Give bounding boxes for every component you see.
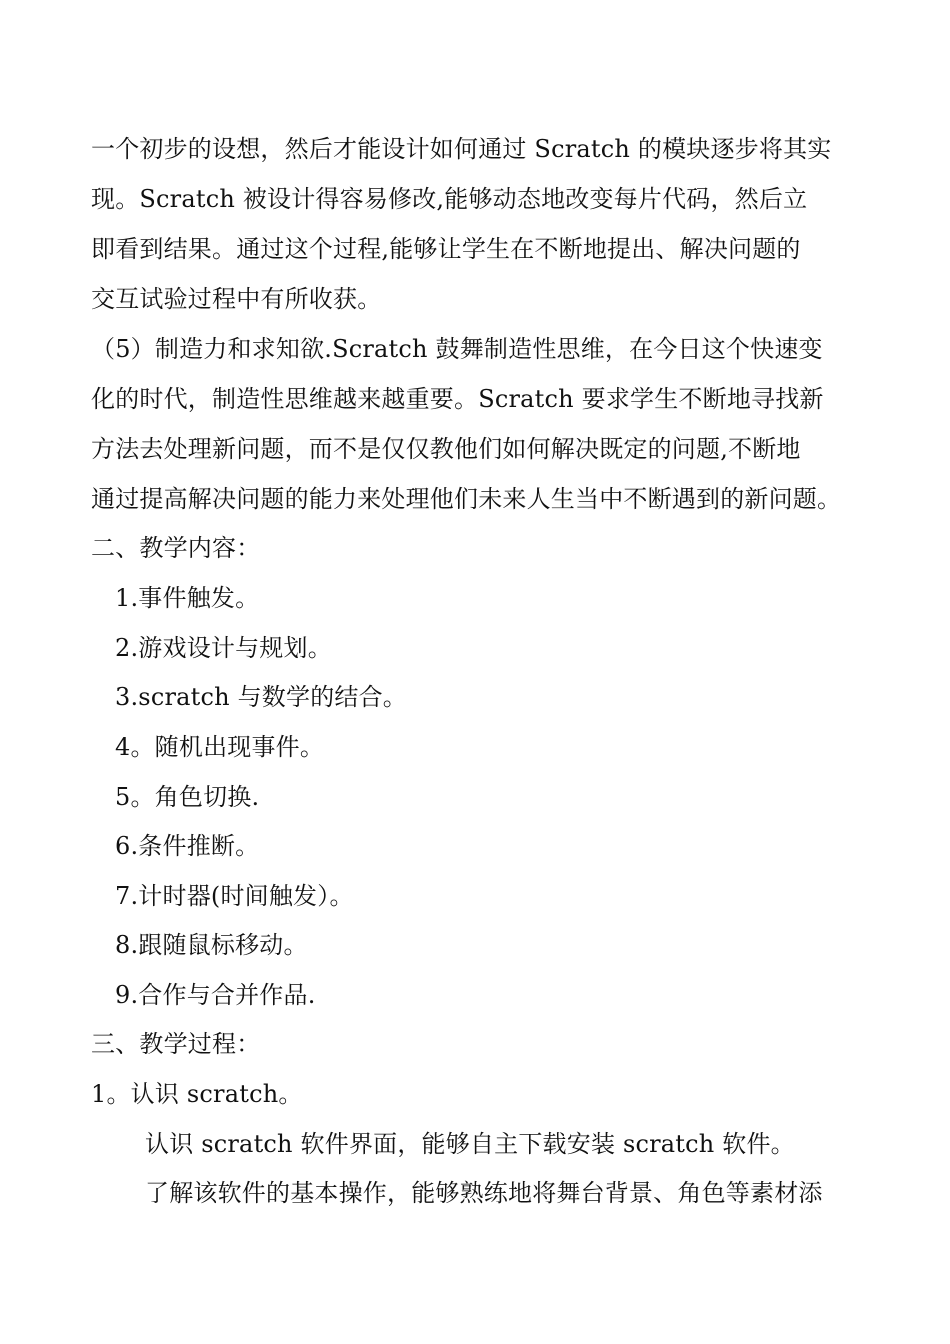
body-text-line: （5）制造力和求知欲.Scratch 鼓舞制造性思维，在今日这个快速变: [91, 335, 823, 363]
list-item: 1.事件触发。: [115, 584, 260, 612]
list-item: 2.游戏设计与规划。: [115, 634, 332, 662]
list-item: 8.跟随鼠标移动。: [115, 931, 308, 959]
body-text-line: 即看到结果。通过这个过程,能够让学生在不断地提出、解决问题的: [91, 235, 801, 263]
list-item: 5。角色切换.: [115, 783, 260, 811]
body-text-line: 交互试验过程中有所收获。: [91, 285, 382, 313]
list-item: 9.合作与合并作品.: [115, 981, 316, 1009]
section-heading: 二、教学内容：: [91, 534, 261, 562]
list-item: 3.scratch 与数学的结合。: [115, 683, 408, 711]
body-text-line: 了解该软件的基本操作，能够熟练地将舞台背景、角色等素材添: [145, 1179, 823, 1207]
body-text-line: 通过提高解决问题的能力来处理他们未来人生当中不断遇到的新问题。: [91, 485, 842, 513]
body-text-line: 现。Scratch 被设计得容易修改,能够动态地改变每片代码，然后立: [91, 185, 808, 213]
body-text-line: 认识 scratch 软件界面，能够自主下载安装 scratch 软件。: [145, 1130, 795, 1158]
list-item: 4。随机出现事件。: [115, 733, 325, 761]
list-item: 6.条件推断。: [115, 832, 260, 860]
body-text-line: 方法去处理新问题，而不是仅仅教他们如何解决既定的问题,不断地: [91, 435, 801, 463]
subsection-heading: 1。认识 scratch。: [91, 1080, 303, 1108]
body-text-line: 化的时代，制造性思维越来越重要。Scratch 要求学生不断地寻找新: [91, 385, 824, 413]
section-heading: 三、教学过程：: [91, 1030, 261, 1058]
list-item: 7.计时器(时间触发）。: [115, 882, 354, 910]
body-text-line: 一个初步的设想，然后才能设计如何通过 Scratch 的模块逐步将其实: [91, 135, 832, 163]
